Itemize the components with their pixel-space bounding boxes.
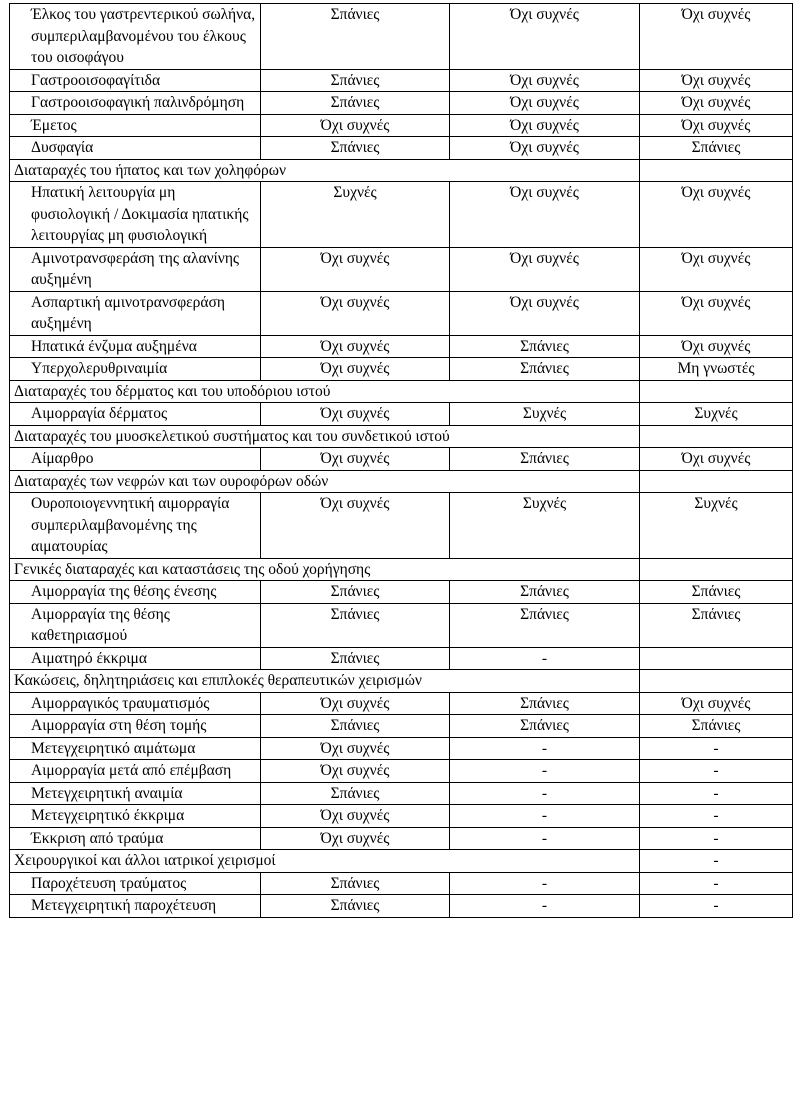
soc-title: Κακώσεις, δηλητηριάσεις και επιπλοκές θεραπευτικών χειρισμών — [10, 670, 640, 693]
frequency-cell — [640, 647, 793, 670]
frequency-cell: Όχι συχνές — [640, 69, 793, 92]
frequency-cell: Όχι συχνές — [640, 114, 793, 137]
soc-title: Διαταραχές των νεφρών και των ουροφόρων οδών — [10, 470, 640, 493]
table-row — [10, 872, 793, 895]
adverse-reaction-name: Δυσφαγία — [10, 137, 261, 160]
frequency-cell: Σπάνιες — [450, 715, 640, 738]
soc-last-cell — [640, 558, 793, 581]
frequency-cell: Όχι συχνές — [640, 247, 793, 291]
frequency-cell: Συχνές — [640, 403, 793, 426]
frequency-cell: Σπάνιες — [261, 69, 450, 92]
frequency-cell: Σπάνιες — [640, 603, 793, 647]
frequency-cell: Συχνές — [640, 493, 793, 559]
table-row — [10, 247, 793, 291]
table-row — [10, 92, 793, 115]
adverse-reaction-name: Έμετος — [10, 114, 261, 137]
soc-header-row — [10, 425, 793, 448]
frequency-cell: Όχι συχνές — [450, 182, 640, 248]
adverse-reaction-name: Μετεγχειρητικό έκκριμα — [10, 805, 261, 828]
table-row — [10, 782, 793, 805]
table-row — [10, 291, 793, 335]
frequency-cell: Όχι συχνές — [261, 805, 450, 828]
soc-title: Χειρουργικοί και άλλοι ιατρικοί χειρισμοί — [10, 850, 640, 873]
adverse-reaction-name: Αιματηρό έκκριμα — [10, 647, 261, 670]
frequency-cell: - — [450, 647, 640, 670]
soc-header-row — [10, 159, 793, 182]
frequency-cell: Όχι συχνές — [450, 291, 640, 335]
frequency-cell: Σπάνιες — [640, 137, 793, 160]
table-row — [10, 403, 793, 426]
frequency-cell: Όχι συχνές — [261, 448, 450, 471]
frequency-cell: Όχι συχνές — [640, 92, 793, 115]
table-row — [10, 647, 793, 670]
table-row — [10, 737, 793, 760]
adverse-reaction-name: Γαστροοισοφαγίτιδα — [10, 69, 261, 92]
frequency-cell: Όχι συχνές — [261, 403, 450, 426]
frequency-cell: Όχι συχνές — [640, 448, 793, 471]
soc-title: Διαταραχές του μυοσκελετικού συστήματος και του συνδετικού ιστού — [10, 425, 640, 448]
table-row — [10, 827, 793, 850]
soc-last-cell — [640, 159, 793, 182]
frequency-cell: Όχι συχνές — [261, 737, 450, 760]
table-row — [10, 335, 793, 358]
frequency-cell: - — [640, 895, 793, 918]
table-row — [10, 760, 793, 783]
frequency-cell: Όχι συχνές — [261, 827, 450, 850]
frequency-cell: Σπάνιες — [450, 603, 640, 647]
frequency-cell: - — [640, 872, 793, 895]
adverse-reaction-name: Αίμαρθρο — [10, 448, 261, 471]
frequency-cell: Σπάνιες — [450, 358, 640, 381]
adverse-reaction-name: Αιμορραγία μετά από επέμβαση — [10, 760, 261, 783]
adverse-reaction-name: Αιμορραγικός τραυματισμός — [10, 692, 261, 715]
frequency-cell: - — [640, 805, 793, 828]
soc-header-row — [10, 380, 793, 403]
frequency-cell: Όχι συχνές — [261, 291, 450, 335]
frequency-cell: Όχι συχνές — [640, 4, 793, 70]
frequency-cell: Σπάνιες — [261, 647, 450, 670]
frequency-cell: Όχι συχνές — [450, 92, 640, 115]
frequency-cell: Σπάνιες — [261, 895, 450, 918]
frequency-cell: Όχι συχνές — [450, 114, 640, 137]
table-row — [10, 182, 793, 248]
frequency-cell: Σπάνιες — [261, 581, 450, 604]
frequency-cell: Σπάνιες — [450, 335, 640, 358]
adverse-reaction-name: Αιμορραγία δέρματος — [10, 403, 261, 426]
frequency-cell: Όχι συχνές — [261, 692, 450, 715]
adverse-reaction-name: Αμινοτρανσφεράση της αλανίνης αυξημένη — [10, 247, 261, 291]
frequency-cell: Όχι συχνές — [261, 760, 450, 783]
frequency-cell: - — [450, 782, 640, 805]
table-row — [10, 69, 793, 92]
frequency-cell: - — [450, 895, 640, 918]
frequency-cell: - — [450, 760, 640, 783]
table-body — [10, 4, 793, 918]
frequency-cell: Όχι συχνές — [640, 291, 793, 335]
frequency-cell: Σπάνιες — [450, 581, 640, 604]
table-row — [10, 137, 793, 160]
soc-header-row — [10, 850, 793, 873]
frequency-cell: - — [640, 737, 793, 760]
adverse-reaction-name: Γαστροοισοφαγική παλινδρόμηση — [10, 92, 261, 115]
adverse-reaction-name: Ουροποιογεννητική αιμορραγία συμπεριλαμβανομένης της αιματουρίας — [10, 493, 261, 559]
adverse-reaction-name: Ηπατική λειτουργία μη φυσιολογική / Δοκιμασία ηπατικής λειτουργίας μη φυσιολογική — [10, 182, 261, 248]
adverse-reaction-name: Υπερχολερυθριναιμία — [10, 358, 261, 381]
table-row — [10, 114, 793, 137]
frequency-cell: Σπάνιες — [261, 782, 450, 805]
frequency-cell: - — [450, 805, 640, 828]
adverse-reaction-name: Έκκριση από τραύμα — [10, 827, 261, 850]
frequency-cell: - — [640, 782, 793, 805]
frequency-cell: Όχι συχνές — [450, 247, 640, 291]
adverse-reaction-name: Μετεγχειρητικό αιμάτωμα — [10, 737, 261, 760]
frequency-cell: Όχι συχνές — [450, 69, 640, 92]
frequency-cell: Συχνές — [450, 493, 640, 559]
soc-last-cell — [640, 470, 793, 493]
adverse-reaction-name: Αιμορραγία της θέσης καθετηριασμού — [10, 603, 261, 647]
frequency-cell: Όχι συχνές — [261, 358, 450, 381]
table-row — [10, 448, 793, 471]
frequency-cell: Όχι συχνές — [261, 335, 450, 358]
frequency-cell: - — [640, 827, 793, 850]
soc-header-row — [10, 470, 793, 493]
table-row — [10, 805, 793, 828]
frequency-cell: Συχνές — [450, 403, 640, 426]
frequency-cell: Όχι συχνές — [450, 137, 640, 160]
frequency-cell: Σπάνιες — [261, 92, 450, 115]
frequency-cell: - — [450, 872, 640, 895]
adverse-reaction-name: Μετεγχειρητική αναιμία — [10, 782, 261, 805]
table-row — [10, 358, 793, 381]
adverse-reaction-name: Αιμορραγία της θέσης ένεσης — [10, 581, 261, 604]
frequency-cell: Σπάνιες — [450, 692, 640, 715]
table-row — [10, 692, 793, 715]
adverse-reaction-name: Παροχέτευση τραύματος — [10, 872, 261, 895]
table-row — [10, 4, 793, 70]
frequency-cell: Σπάνιες — [261, 4, 450, 70]
frequency-cell: Σπάνιες — [640, 581, 793, 604]
frequency-cell: - — [640, 760, 793, 783]
frequency-cell: Όχι συχνές — [640, 335, 793, 358]
soc-last-cell — [640, 425, 793, 448]
soc-title: Γενικές διαταραχές και καταστάσεις της οδού χορήγησης — [10, 558, 640, 581]
frequency-cell: Όχι συχνές — [640, 182, 793, 248]
frequency-cell: - — [450, 737, 640, 760]
soc-title: Διαταραχές του δέρματος και του υποδόριου ιστού — [10, 380, 640, 403]
soc-header-row — [10, 670, 793, 693]
frequency-cell: Μη γνωστές — [640, 358, 793, 381]
soc-last-cell — [640, 380, 793, 403]
soc-last-cell: - — [640, 850, 793, 873]
frequency-cell: Σπάνιες — [640, 715, 793, 738]
soc-last-cell — [640, 670, 793, 693]
frequency-cell: Σπάνιες — [261, 872, 450, 895]
adverse-reactions-table — [9, 3, 793, 918]
table-row — [10, 581, 793, 604]
adverse-reaction-name: Μετεγχειρητική παροχέτευση — [10, 895, 261, 918]
frequency-cell: - — [450, 827, 640, 850]
soc-title: Διαταραχές του ήπατος και των χοληφόρων — [10, 159, 640, 182]
table-row — [10, 895, 793, 918]
frequency-cell: Όχι συχνές — [261, 493, 450, 559]
adverse-reaction-name: Έλκος του γαστρεντερικού σωλήνα, συμπεριλαμβανομένου του έλκους του οισοφάγου — [10, 4, 261, 70]
frequency-cell: Συχνές — [261, 182, 450, 248]
frequency-cell: Όχι συχνές — [261, 114, 450, 137]
frequency-cell: Όχι συχνές — [450, 4, 640, 70]
adverse-reaction-name: Ασπαρτική αμινοτρανσφεράση αυξημένη — [10, 291, 261, 335]
table-row — [10, 493, 793, 559]
frequency-cell: Όχι συχνές — [261, 247, 450, 291]
soc-header-row — [10, 558, 793, 581]
frequency-cell: Σπάνιες — [261, 603, 450, 647]
frequency-cell: Σπάνιες — [450, 448, 640, 471]
table-row — [10, 715, 793, 738]
frequency-cell: Σπάνιες — [261, 137, 450, 160]
frequency-cell: Σπάνιες — [261, 715, 450, 738]
frequency-cell: Όχι συχνές — [640, 692, 793, 715]
adverse-reaction-name: Αιμορραγία στη θέση τομής — [10, 715, 261, 738]
table-row — [10, 603, 793, 647]
adverse-reaction-name: Ηπατικά ένζυμα αυξημένα — [10, 335, 261, 358]
